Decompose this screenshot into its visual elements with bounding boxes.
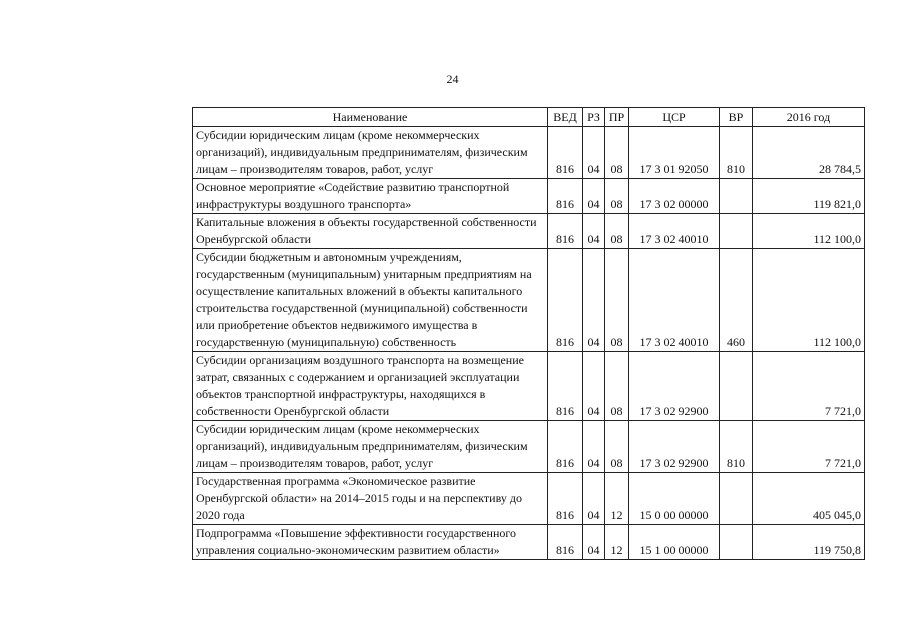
row-amount: 405 045,0: [753, 473, 865, 525]
row-vr: [720, 179, 753, 214]
row-name: Субсидии организациям воздушного транспорта на возмещение затрат, связанных с содержанием и организацией эксплуатации объектов транспортной инфраструктуры, находящихся в собственности Оренбургской области: [193, 352, 548, 421]
row-vr: [720, 214, 753, 249]
row-name: Субсидии юридическим лицам (кроме некоммерческих организаций), индивидуальным предпринимателям, физическим лицам – производителям товаров, работ, услуг: [193, 421, 548, 473]
table-row: [193, 473, 865, 525]
row-rz: 04: [583, 421, 605, 473]
row-rz: 04: [583, 127, 605, 179]
row-amount: 119 821,0: [753, 179, 865, 214]
row-amount: 112 100,0: [753, 214, 865, 249]
row-rz: 04: [583, 352, 605, 421]
table-row: [193, 352, 865, 421]
row-rz: 04: [583, 249, 605, 352]
table-row: [193, 249, 865, 352]
row-vr: 810: [720, 127, 753, 179]
row-rz: 04: [583, 179, 605, 214]
row-ved: 816: [548, 525, 583, 560]
row-amount: 112 100,0: [753, 249, 865, 352]
row-rz: 04: [583, 214, 605, 249]
row-pr: 08: [605, 249, 629, 352]
row-ved: 816: [548, 352, 583, 421]
row-csr: 17 3 02 92900: [629, 421, 720, 473]
row-amount: 119 750,8: [753, 525, 865, 560]
row-name: Субсидии бюджетным и автономным учреждениям, государственным (муниципальным) унитарным предприятиям на осуществление капитальных вложений в объекты капитального строительства государственной (муниципальной) собственности или приобретение объектов недвижимого имущества в государственную (муниципальную) собственность: [193, 249, 548, 352]
row-vr: 460: [720, 249, 753, 352]
row-csr: 17 3 02 40010: [629, 214, 720, 249]
row-name: Капитальные вложения в объекты государственной собственности Оренбургской области: [193, 214, 548, 249]
table-row: [193, 179, 865, 214]
row-ved: 816: [548, 127, 583, 179]
header-csr: ЦСР: [629, 108, 720, 127]
header-rz: РЗ: [583, 108, 605, 127]
row-pr: 08: [605, 214, 629, 249]
row-pr: 08: [605, 179, 629, 214]
row-amount: 28 784,5: [753, 127, 865, 179]
row-ved: 816: [548, 249, 583, 352]
table-row: [193, 214, 865, 249]
row-name: Государственная программа «Экономическое развитие Оренбургской области» на 2014–2015 годы и на перспективу до 2020 года: [193, 473, 548, 525]
row-rz: 04: [583, 525, 605, 560]
budget-table: [192, 107, 865, 560]
header-ved: ВЕД: [548, 108, 583, 127]
row-vr: [720, 473, 753, 525]
row-vr: [720, 352, 753, 421]
header-amount: 2016 год: [753, 108, 865, 127]
row-ved: 816: [548, 473, 583, 525]
row-pr: 08: [605, 421, 629, 473]
row-ved: 816: [548, 421, 583, 473]
row-pr: 08: [605, 127, 629, 179]
row-amount: 7 721,0: [753, 352, 865, 421]
header-vr: ВР: [720, 108, 753, 127]
table-row: [193, 525, 865, 560]
row-csr: 17 3 02 00000: [629, 179, 720, 214]
row-vr: [720, 525, 753, 560]
header-pr: ПР: [605, 108, 629, 127]
row-amount: 7 721,0: [753, 421, 865, 473]
row-name: Основное мероприятие «Содействие развитию транспортной инфраструктуры воздушного транспорта»: [193, 179, 548, 214]
page-number: 24: [446, 72, 459, 86]
row-rz: 04: [583, 473, 605, 525]
table-header-row: [193, 108, 865, 127]
row-pr: 12: [605, 473, 629, 525]
row-pr: 08: [605, 352, 629, 421]
row-csr: 17 3 02 92900: [629, 352, 720, 421]
row-ved: 816: [548, 179, 583, 214]
row-vr: 810: [720, 421, 753, 473]
table-row: [193, 127, 865, 179]
table-row: [193, 421, 865, 473]
row-pr: 12: [605, 525, 629, 560]
row-csr: 15 1 00 00000: [629, 525, 720, 560]
row-csr: 15 0 00 00000: [629, 473, 720, 525]
header-name: Наименование: [193, 108, 548, 127]
row-ved: 816: [548, 214, 583, 249]
row-name: Подпрограмма «Повышение эффективности государственного управления социально-экономическим развитием области»: [193, 525, 548, 560]
row-name: Субсидии юридическим лицам (кроме некоммерческих организаций), индивидуальным предпринимателям, физическим лицам – производителям товаров, работ, услуг: [193, 127, 548, 179]
row-csr: 17 3 01 92050: [629, 127, 720, 179]
row-csr: 17 3 02 40010: [629, 249, 720, 352]
